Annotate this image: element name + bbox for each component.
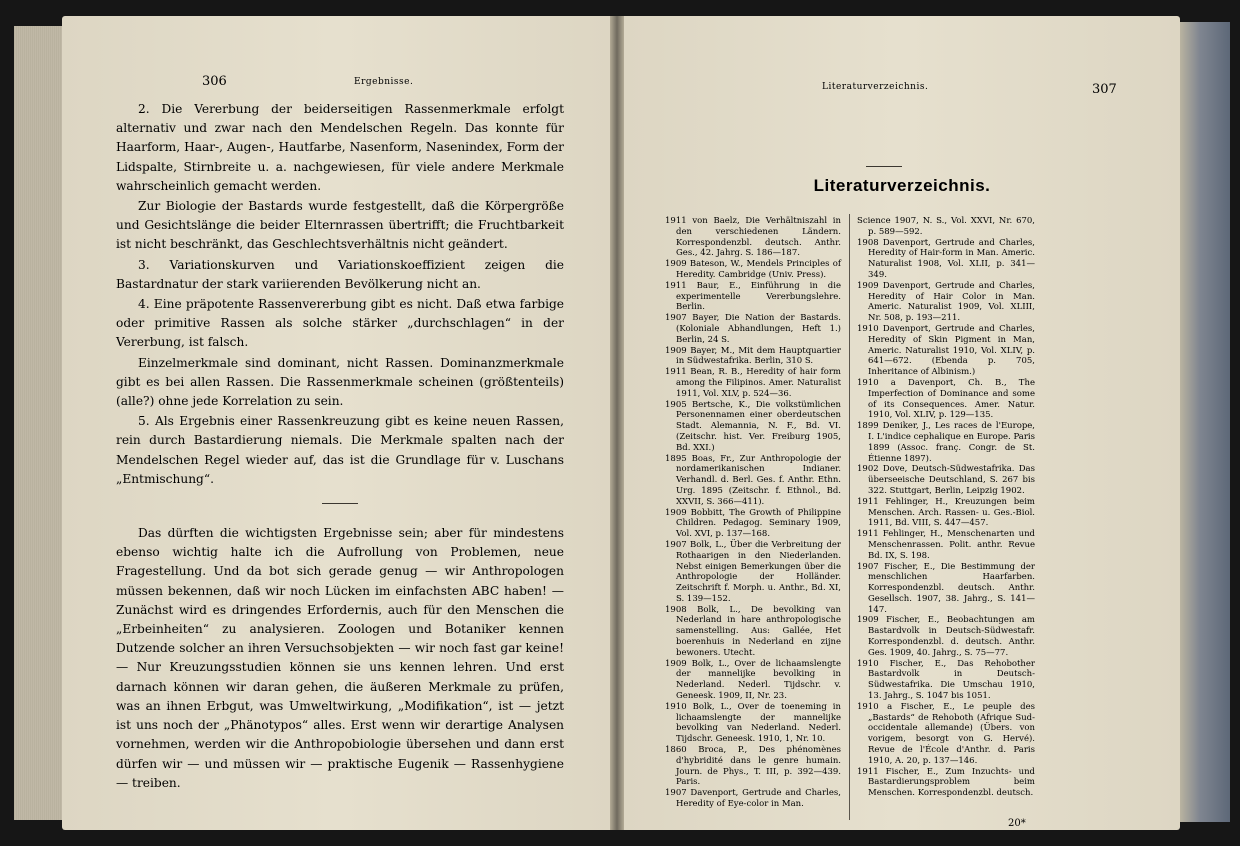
bibliography-title: Literaturverzeichnis.	[813, 176, 991, 195]
bibliography-entry: 1909 Fischer, E., Beobachtungen am Bastardvolk in Deutsch-Südwestafr. Korrespondenzbl. d. deutsch. Anthr. Ges. 1909, 40. Jahrg., S. 75—77.	[857, 615, 1035, 658]
bibliography-entry: 1909 Bayer, M., Mit dem Hauptquartier in Südwestafrika. Berlin, 310 S.	[665, 345, 841, 367]
bibliography-entry: 1908 Davenport, Gertrude and Charles, Heredity of Hair-form in Man. Americ. Naturalist 1908, Vol. XLII, p. 341—349.	[857, 237, 1035, 280]
left-running-head: Ergebnisse.	[354, 77, 414, 87]
bibliography-entry: 1911 Baur, E., Einführung in die experimentelle Vererbungslehre. Berlin.	[665, 280, 841, 313]
bibliography-entry: 1911 Fehlinger, H., Menschenarten und Menschenrassen. Polit. anthr. Revue Bd. IX, S. 198.	[857, 529, 1035, 561]
book-page-edges-right	[1180, 22, 1230, 822]
bibliography-entry: 1895 Boas, Fr., Zur Anthropologie der nordamerikanischen Indianer. Verhandl. d. Berl. Ges. f. Anthr. Ethn. Urg. 1895 (Zeitschr. f. Ethnol., Bd. XXVII, S. 366—411).	[665, 453, 841, 507]
bibliography-entry: 1911 Fehlinger, H., Kreuzungen beim Menschen. Arch. Rassen- u. Ges.-Biol. 1911, Bd. VIII, S. 447—457.	[857, 496, 1035, 529]
right-running-head: Literaturverzeichnis.	[822, 82, 929, 92]
bibliography-entry: 1899 Deniker, J., Les races de l'Europe, I. L'indice cephalique en Europe. Paris 1899 (Assoc. franç. Congr. de St. Étienne 1897).	[857, 421, 1035, 464]
signature-mark: 20*	[1008, 818, 1026, 829]
paragraph-biology: Zur Biologie der Bastards wurde festgestellt, daß die Körpergröße und Gesichtslänge die beider Elternrassen übertrifft; die Fruchtbarkeit ist nicht beschränkt, das Geschlechtsverhältnis nicht geändert.	[116, 199, 564, 252]
left-body-text	[116, 100, 564, 794]
paragraph-conclusion: Das dürften die wichtigsten Ergebnisse sein; aber für mindestens ebenso wichtig halte ich die Aufrollung von Problemen, neue Fragestellung. Und da bot sich gerade genug — wir Anthropologen müssen bekennen, daß wir noch Lücken im einfachsten ABC haben! — Zunächst wird es dringendes Erfordernis, auch für den Menschen die „Erbeinheiten“ zu analysieren. Zoologen und Botaniker kennen Dutzende solcher an ihren Versuchsobjekten — wir noch fast gar keine! — Nur Kreuzungsstudien können sie uns kennen lehren. Und erst darnach können wir daran gehen, die äußeren Merkmale zu prüfen, was an ihnen Erbgut, was Umweltwirkung, „Modifikation“, ist — jetzt ist uns noch der „Phänotypos“ alles. Erst wenn wir derartige Analysen vornehmen, werden wir die Anthropobiologie übersehen und dann erst dürfen wir — und müssen wir — praktische Eugenik — Rassenhygiene — treiben.	[116, 526, 564, 790]
bibliography-entry: 1902 Dove, Deutsch-Südwestafrika. Das überseeische Deutschland, S. 267 bis 322. Stuttgart, Berlin, Leipzig 1902.	[857, 464, 1035, 496]
bibliography-entry: 1911 Bean, R. B., Heredity of hair form among the Filipinos. Amer. Naturalist 1911, Vol. XLV, p. 524—36.	[665, 367, 841, 399]
bibliography-entry: 1911 Fischer, E., Zum Inzuchts- und Bastardierungsproblem beim Menschen. Korrespondenzbl. deutsch.	[857, 766, 1035, 799]
bibliography-column-left	[665, 216, 841, 810]
bibliography-entry: 1910 Fischer, E., Das Rehobother Bastardvolk in Deutsch-Südwestafrika. Die Umschau 1910, 13. Jahrg., S. 1047 bis 1051.	[857, 658, 1035, 702]
bibliography-entry: 1907 Davenport, Gertrude and Charles, Heredity of Eye-color in Man.	[665, 788, 841, 810]
bibliography-entry: 1860 Broca, P., Des phénomènes d'hybridité dans le genre humain. Journ. de Phys., T. III, p. 392—439. Paris.	[665, 745, 841, 788]
book-gutter	[610, 16, 624, 830]
bibliography-entry: 1907 Bayer, Die Nation der Bastards. (Koloniale Abhandlungen, Heft 1.) Berlin, 24 S.	[665, 313, 841, 345]
right-page-number: 307	[1092, 82, 1117, 97]
bibliography-entry: 1909 Bateson, W., Mendels Principles of Heredity. Cambridge (Univ. Press).	[665, 259, 841, 280]
bibliography-entry: 1908 Bolk, L., De bevolking van Nederland in hare anthropologische samenstelling. Aus: Gallée, Het boerenhuis in Nederland en zijne bewoners. Utecht.	[665, 604, 841, 658]
bibliography-entry: 1910 Davenport, Gertrude and Charles, Heredity of Skin Pigment in Man, Americ. Naturalist 1910, Vol. XLIV, p. 641—672. (Ebenda p. 705, Inheritance of Albinism.)	[857, 323, 1035, 378]
book-page-edges-left	[14, 26, 62, 820]
paragraph-result: 5. Als Ergebnis einer Rassenkreuzung gibt es keine neuen Rassen, rein durch Bastardierung niemals. Die Merkmale spalten nach der Mendelschen Regel wieder auf, das ist die Grundlage für v. Luschans „Entmischung“.	[116, 414, 564, 486]
bibliography-column-right	[857, 216, 1035, 799]
bibliography-entry: Science 1907, N. S., Vol. XXVI, Nr. 670, p. 589—592.	[857, 216, 1035, 237]
bibliography-entry: 1910 a Fischer, E., Le peuple des „Bastards“ de Rehoboth (Afrique Sud-occidentale allemande) (Übers. von vorigem, besorgt von G. Hervé). Revue de l'École d'Anthr. d. Paris 1910, A. 20, p. 137—146.	[857, 701, 1035, 766]
paragraph-variation: 3. Variationskurven und Variationskoeffizient zeigen die Bastardnatur der stark variierenden Bevölkerung nicht an.	[116, 257, 564, 291]
bibliography-entry: 1905 Bertsche, K., Die volkstümlichen Personennamen einer oberdeutschen Stadt. Alemannia, N. F., Bd. VI. (Zeitschr. hist. Ver. Freiburg 1905, Bd. XXI.)	[665, 399, 841, 453]
section-divider	[322, 503, 358, 504]
bibliography-entry: 1910 Bolk, L., Over de toeneming in lichaamslengte der mannelijke bevolking van Nederland. Nederl. Tijdschr. Geneesk. 1910, 1, Nr. 10.	[665, 701, 841, 745]
bibliography-entry: 1909 Bobbitt, The Growth of Philippine Children. Pedagog. Seminary 1909, Vol. XVI, p. 137—168.	[665, 507, 841, 540]
paragraph-prepotent: 4. Eine präpotente Rassenvererbung gibt es nicht. Daß etwa farbige oder primitive Rassen als solche stärker „durchschlagen“ in der Vererbung, ist falsch.	[116, 297, 564, 350]
paragraph-mendel: 2. Die Vererbung der beiderseitigen Rassenmerkmale erfolgt alternativ und zwar nach den Mendelschen Regeln. Das konnte für Haarform, Haar-, Augen-, Hautfarbe, Nasenform, Nasenindex, Form der Lidspalte, Stirnbreite u. a. nachgewiesen, für viele andere Merkmale wahrscheinlich gemacht werden.	[116, 102, 564, 193]
left-page-number: 306	[202, 74, 227, 89]
column-divider	[849, 214, 850, 820]
bibliography-entry: 1909 Bolk, L., Over de lichaamslengte der mannelijke bevolking in Nederland. Nederl. Tijdschr. v. Geneesk. 1909, II, Nr. 23.	[665, 658, 841, 702]
bibliography-entry: 1909 Davenport, Gertrude and Charles, Heredity of Hair Color in Man. Americ. Naturalist 1909, Vol. XLIII, Nr. 508, p. 193—211.	[857, 280, 1035, 324]
bibliography-entry: 1910 a Davenport, Ch. B., The Imperfection of Dominance and some of its Consequences. Amer. Natur. 1910, Vol. XLIV, p. 129—135.	[857, 377, 1035, 421]
bibliography-entry: 1911 von Baelz, Die Verhältniszahl in den verschiedenen Ländern. Korrespondenzbl. deutsch. Anthr. Ges., 42. Jahrg. S. 186—187.	[665, 216, 841, 259]
bibliography-entry: 1907 Fischer, E., Die Bestimmung der menschlichen Haarfarben. Korrespondenzbl. deutsch. Anthr. Gesellsch. 1907, 38. Jahrg., S. 141—147.	[857, 561, 1035, 615]
paragraph-dominant: Einzelmerkmale sind dominant, nicht Rassen. Dominanzmerkmale gibt es bei allen Rassen. Die Rassenmerkmale scheinen (größtenteils) (alle?) ohne jede Korrelation zu sein.	[116, 355, 564, 409]
bibliography-entry: 1907 Bolk, L., Über die Verbreitung der Rothaarigen in den Niederlanden. Nebst einigen Bemerkungen über die Anthropologie der Holländer. Zeitschrift f. Morph. u. Anthr., Bd. XI, S. 139—152.	[665, 539, 841, 604]
title-rule	[866, 166, 902, 167]
